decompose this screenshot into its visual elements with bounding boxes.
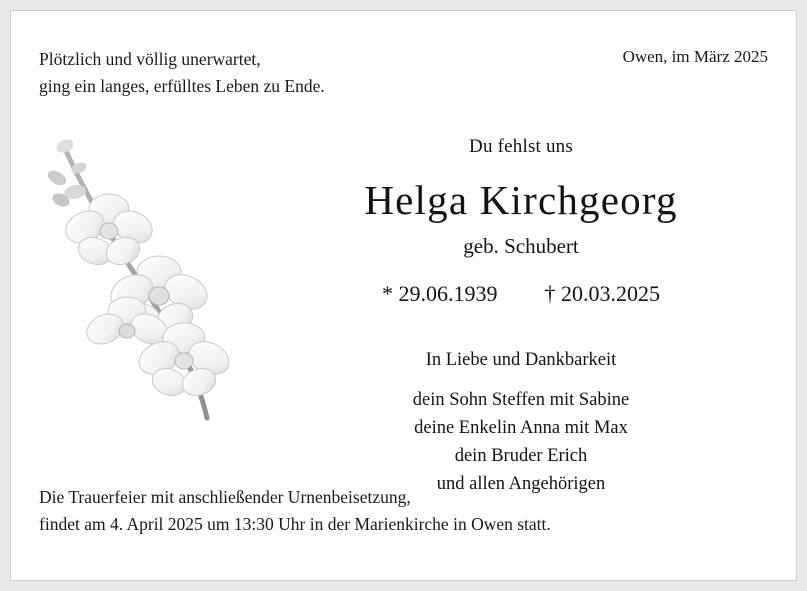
intro-line-2: ging ein langes, erfülltes Leben zu Ende. [39, 76, 325, 97]
intro-line-1: Plötzlich und völlig unerwartet, [39, 49, 261, 69]
intro-text [39, 46, 325, 100]
memorial-block [301, 136, 741, 307]
family-line: deine Enkelin Anna mit Max [414, 418, 628, 439]
family-block [301, 346, 741, 499]
missing-line: Du fehlst uns [469, 136, 573, 157]
place-and-date: Owen, im März 2025 [622, 47, 768, 66]
family-line: dein Sohn Steffen mit Sabine [412, 390, 630, 411]
birth-date: * 29.06.1939 [382, 281, 498, 306]
funeral-line-1: Die Trauerfeier mit anschließender Urnenbeisetzung, [39, 486, 411, 507]
family-lead: In Liebe und Dankbarkeit [425, 350, 617, 370]
deceased-name: Helga Kirchgeorg [364, 177, 678, 223]
funeral-line-2: findet am 4. April 2025 um 13:30 Uhr in der Marienkirche in Owen statt. [39, 513, 551, 534]
maiden-name: geb. Schubert [463, 234, 579, 258]
death-date: † 20.03.2025 [544, 281, 660, 306]
family-line: und allen Angehörigen [436, 474, 606, 495]
funeral-details [39, 484, 551, 538]
family-line: dein Bruder Erich [454, 446, 588, 467]
obituary-card [10, 10, 797, 581]
life-dates [301, 281, 741, 307]
orchid-branch-icon [39, 126, 259, 426]
obituary-content [11, 11, 796, 580]
